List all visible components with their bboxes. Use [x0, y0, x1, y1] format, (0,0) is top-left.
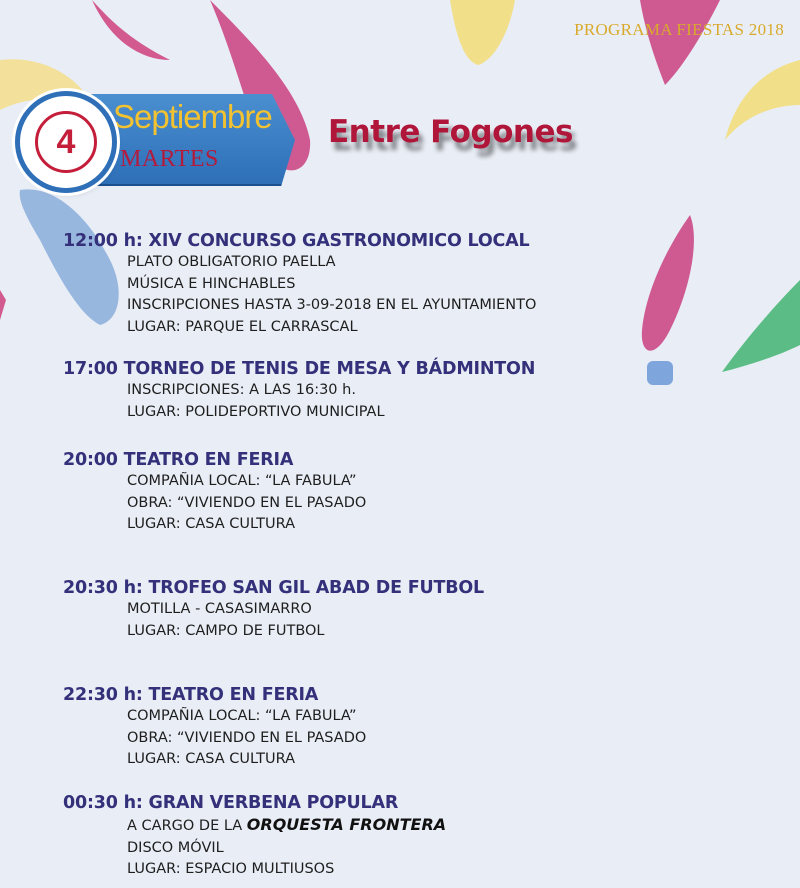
event-detail: INSCRIPCIONES HASTA 3-09-2018 EN EL AYUNTAMIENTO: [127, 297, 537, 313]
event-item: [63, 684, 366, 771]
day-number: 4: [35, 111, 97, 173]
event-detail: OBRA: “VIVIENDO EN EL PASADO: [127, 729, 367, 746]
event-item: [63, 577, 484, 642]
event-detail: PLATO OBLIGATORIO PAELLA: [127, 254, 336, 270]
program-header-label: PROGRAMA FIESTAS 2018: [574, 20, 784, 39]
event-detail: LUGAR: POLIDEPORTIVO MUNICIPAL: [127, 403, 385, 420]
event-detail: LUGAR: CASA CULTURA: [127, 751, 295, 767]
event-detail: MÚSICA E HINCHABLES: [127, 275, 296, 292]
weekday-label: MARTES: [120, 146, 219, 172]
event-title: Entre Fogones: [328, 114, 573, 150]
event-heading: 20:00 TEATRO EN FERIA: [63, 450, 294, 470]
event-detail: DISCO MÓVIL: [127, 839, 224, 856]
event-heading: 22:30 h: TEATRO EN FERIA: [63, 685, 319, 705]
event-item: [63, 358, 535, 423]
orchestra-name: ORQUESTA FRONTERA: [246, 815, 447, 834]
event-heading: 12:00 h: XIV CONCURSO GASTRONOMICO LOCAL: [63, 231, 530, 251]
date-badge: [20, 90, 300, 195]
event-detail: COMPAÑIA LOCAL: “LA FABULA”: [127, 708, 357, 724]
event-detail: LUGAR: CAMPO DE FUTBOL: [127, 622, 325, 639]
event-detail: LUGAR: ESPACIO MULTIUSOS: [127, 861, 335, 877]
detail-prefix: A CARGO DE LA: [127, 818, 247, 834]
month-label: Septiembre: [113, 98, 272, 135]
event-item: [63, 792, 446, 881]
day-circle: [20, 96, 112, 188]
event-detail: [127, 814, 446, 838]
event-detail: INSCRIPCIONES: A LAS 16:30 h.: [127, 382, 356, 398]
event-item: [63, 449, 366, 536]
event-detail: COMPAÑIA LOCAL: “LA FABULA”: [127, 473, 357, 489]
event-detail: LUGAR: CASA CULTURA: [127, 516, 295, 532]
event-heading: 00:30 h: GRAN VERBENA POPULAR: [63, 793, 399, 813]
event-detail: MOTILLA - CASASIMARRO: [127, 601, 312, 617]
event-item: [63, 230, 536, 338]
event-heading: 17:00 TORNEO DE TENIS DE MESA Y BÁDMINTON: [63, 359, 536, 379]
event-detail: OBRA: “VIVIENDO EN EL PASADO: [127, 494, 367, 511]
event-detail: LUGAR: PARQUE EL CARRASCAL: [127, 318, 358, 335]
event-heading: 20:30 h: TROFEO SAN GIL ABAD DE FUTBOL: [63, 578, 485, 598]
